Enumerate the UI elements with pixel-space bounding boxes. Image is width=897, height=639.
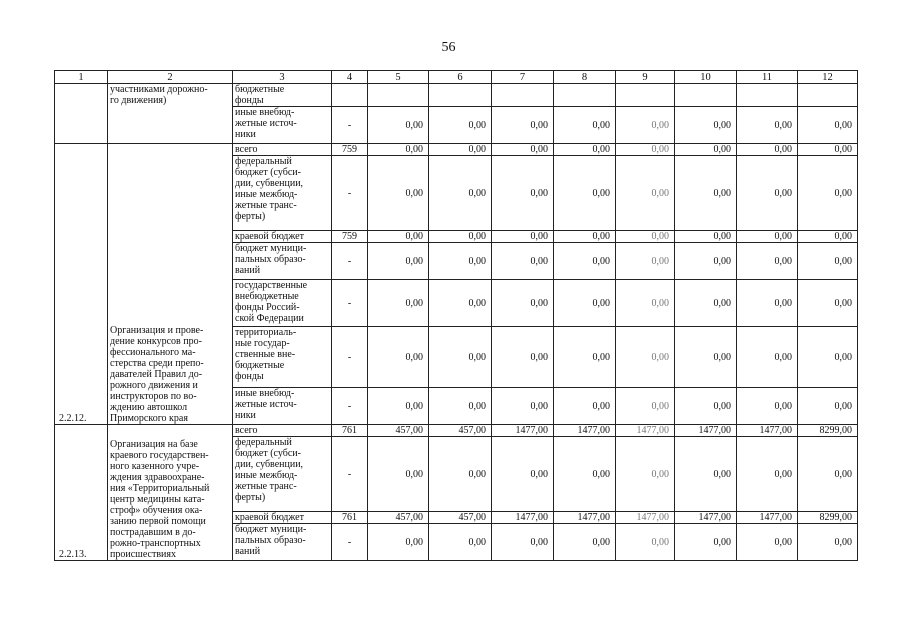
amount-cell: 0,00 xyxy=(798,107,858,144)
amount-cell: 0,00 xyxy=(798,243,858,280)
amount-cell: 1477,00 xyxy=(554,425,616,437)
amount-cell: 0,00 xyxy=(737,437,798,512)
grbs-code: - xyxy=(332,388,368,425)
grbs-code: 761 xyxy=(332,512,368,524)
amount-cell: 0,00 xyxy=(429,156,492,231)
grbs-code: - xyxy=(332,156,368,231)
grbs-code: - xyxy=(332,327,368,388)
funding-source: государственные внебюджетные фонды Россий- ской Федерации xyxy=(233,280,332,327)
amount-cell: 0,00 xyxy=(429,327,492,388)
amount-cell: 0,00 xyxy=(554,231,616,243)
column-header: 6 xyxy=(429,71,492,84)
amount-cell: 0,00 xyxy=(737,231,798,243)
grbs-code xyxy=(332,84,368,107)
amount-cell: 1477,00 xyxy=(492,512,554,524)
grbs-code: - xyxy=(332,280,368,327)
amount-cell: 0,00 xyxy=(616,231,675,243)
amount-cell: 0,00 xyxy=(492,437,554,512)
table-row xyxy=(55,84,858,107)
amount-cell: 0,00 xyxy=(798,388,858,425)
amount-cell: 0,00 xyxy=(368,107,429,144)
amount-cell: 0,00 xyxy=(368,144,429,156)
item-name: участниками дорожно- го движения) xyxy=(108,84,233,144)
amount-cell: 1477,00 xyxy=(737,512,798,524)
column-header: 8 xyxy=(554,71,616,84)
amount-cell: 0,00 xyxy=(616,524,675,561)
amount-cell: 0,00 xyxy=(492,144,554,156)
amount-cell: 1477,00 xyxy=(616,425,675,437)
amount-cell: 0,00 xyxy=(616,156,675,231)
amount-cell: 0,00 xyxy=(492,231,554,243)
column-header: 10 xyxy=(675,71,737,84)
amount-cell: 457,00 xyxy=(429,425,492,437)
amount-cell: 0,00 xyxy=(737,388,798,425)
amount-cell: 1477,00 xyxy=(675,512,737,524)
item-code: 2.2.12. xyxy=(55,144,108,425)
amount-cell xyxy=(554,84,616,107)
amount-cell: 1477,00 xyxy=(737,425,798,437)
amount-cell: 0,00 xyxy=(492,156,554,231)
header-row xyxy=(55,71,858,84)
amount-cell: 0,00 xyxy=(368,280,429,327)
amount-cell: 0,00 xyxy=(737,243,798,280)
amount-cell: 0,00 xyxy=(554,388,616,425)
item-code: 2.2.13. xyxy=(55,425,108,561)
amount-cell: 0,00 xyxy=(429,437,492,512)
amount-cell: 0,00 xyxy=(554,107,616,144)
amount-cell: 0,00 xyxy=(616,243,675,280)
amount-cell xyxy=(675,84,737,107)
grbs-code: - xyxy=(332,243,368,280)
item-code xyxy=(55,84,108,144)
amount-cell: 0,00 xyxy=(737,280,798,327)
amount-cell xyxy=(798,84,858,107)
amount-cell: 1477,00 xyxy=(616,512,675,524)
amount-cell: 0,00 xyxy=(554,524,616,561)
grbs-code: - xyxy=(332,524,368,561)
amount-cell: 0,00 xyxy=(368,231,429,243)
amount-cell: 0,00 xyxy=(554,156,616,231)
amount-cell xyxy=(737,84,798,107)
amount-cell: 1477,00 xyxy=(554,512,616,524)
amount-cell: 0,00 xyxy=(798,156,858,231)
amount-cell: 0,00 xyxy=(616,107,675,144)
funding-source: федеральный бюджет (субси- дии, субвенции, иные межбюд- жетные транс- ферты) xyxy=(233,437,332,512)
amount-cell: 0,00 xyxy=(675,524,737,561)
grbs-code: 759 xyxy=(332,144,368,156)
amount-cell: 0,00 xyxy=(737,327,798,388)
amount-cell: 0,00 xyxy=(492,327,554,388)
amount-cell: 0,00 xyxy=(737,156,798,231)
amount-cell: 8299,00 xyxy=(798,425,858,437)
amount-cell: 0,00 xyxy=(429,144,492,156)
amount-cell xyxy=(616,84,675,107)
funding-source: бюджетные фонды xyxy=(233,84,332,107)
funding-source: федеральный бюджет (субси- дии, субвенции, иные межбюд- жетные транс- ферты) xyxy=(233,156,332,231)
column-header: 3 xyxy=(233,71,332,84)
amount-cell: 0,00 xyxy=(429,280,492,327)
amount-cell: 0,00 xyxy=(616,437,675,512)
amount-cell: 0,00 xyxy=(616,327,675,388)
amount-cell xyxy=(429,84,492,107)
amount-cell: 0,00 xyxy=(675,388,737,425)
amount-cell: 0,00 xyxy=(429,107,492,144)
amount-cell: 457,00 xyxy=(429,512,492,524)
amount-cell: 0,00 xyxy=(429,524,492,561)
amount-cell: 0,00 xyxy=(492,107,554,144)
amount-cell: 0,00 xyxy=(675,144,737,156)
amount-cell: 0,00 xyxy=(798,280,858,327)
amount-cell: 0,00 xyxy=(737,107,798,144)
page-number: 56 xyxy=(441,40,456,55)
grbs-code: - xyxy=(332,437,368,512)
amount-cell: 8299,00 xyxy=(798,512,858,524)
amount-cell: 0,00 xyxy=(368,156,429,231)
funding-source: бюджет муници- пальных образо- ваний xyxy=(233,243,332,280)
funding-source: всего xyxy=(233,144,332,156)
funding-source: иные внебюд- жетные источ- ники xyxy=(233,388,332,425)
funding-source: краевой бюджет xyxy=(233,231,332,243)
amount-cell: 0,00 xyxy=(368,388,429,425)
amount-cell: 0,00 xyxy=(737,144,798,156)
amount-cell: 0,00 xyxy=(429,231,492,243)
amount-cell xyxy=(368,84,429,107)
amount-cell: 0,00 xyxy=(798,327,858,388)
amount-cell: 457,00 xyxy=(368,425,429,437)
amount-cell: 0,00 xyxy=(675,156,737,231)
amount-cell: 0,00 xyxy=(798,144,858,156)
funding-source: территориаль- ные государ- ственные вне- бюджетные фонды xyxy=(233,327,332,388)
funding-source: бюджет муници- пальных образо- ваний xyxy=(233,524,332,561)
amount-cell: 0,00 xyxy=(798,437,858,512)
amount-cell: 0,00 xyxy=(554,243,616,280)
amount-cell: 0,00 xyxy=(368,243,429,280)
column-header: 7 xyxy=(492,71,554,84)
amount-cell: 1477,00 xyxy=(675,425,737,437)
table-row xyxy=(55,425,858,437)
amount-cell: 0,00 xyxy=(675,327,737,388)
item-name: Организация на базе краевого государствен- ного казенного учре- ждения здравоохране- ния «Территориальный центр медицины ката- строф» обучения ока- занию первой помощи пострадавшим в до- рожно-транспортных происшествиях xyxy=(108,425,233,561)
amount-cell: 1477,00 xyxy=(492,425,554,437)
amount-cell: 0,00 xyxy=(675,243,737,280)
amount-cell: 0,00 xyxy=(554,280,616,327)
column-header: 1 xyxy=(55,71,108,84)
column-header: 4 xyxy=(332,71,368,84)
amount-cell: 0,00 xyxy=(554,144,616,156)
amount-cell: 0,00 xyxy=(492,388,554,425)
column-header: 12 xyxy=(798,71,858,84)
funding-source: иные внебюд- жетные источ- ники xyxy=(233,107,332,144)
grbs-code: 759 xyxy=(332,231,368,243)
amount-cell: 0,00 xyxy=(798,231,858,243)
amount-cell: 0,00 xyxy=(429,243,492,280)
amount-cell: 457,00 xyxy=(368,512,429,524)
amount-cell: 0,00 xyxy=(616,280,675,327)
grbs-code: - xyxy=(332,107,368,144)
amount-cell: 0,00 xyxy=(675,231,737,243)
amount-cell: 0,00 xyxy=(675,437,737,512)
column-header: 5 xyxy=(368,71,429,84)
amount-cell: 0,00 xyxy=(675,280,737,327)
amount-cell: 0,00 xyxy=(492,524,554,561)
amount-cell: 0,00 xyxy=(554,437,616,512)
amount-cell: 0,00 xyxy=(616,144,675,156)
amount-cell: 0,00 xyxy=(798,524,858,561)
amount-cell: 0,00 xyxy=(368,327,429,388)
amount-cell: 0,00 xyxy=(492,243,554,280)
budget-table xyxy=(54,70,858,561)
amount-cell: 0,00 xyxy=(616,388,675,425)
amount-cell: 0,00 xyxy=(675,107,737,144)
column-header: 11 xyxy=(737,71,798,84)
amount-cell xyxy=(492,84,554,107)
amount-cell: 0,00 xyxy=(368,524,429,561)
item-name: Организация и прове- дение конкурсов про- фессионального ма- стерства среди препо- давателей Правил до- рожного движения и инструкторов по во- ждению автошкол Приморского края xyxy=(108,144,233,425)
amount-cell: 0,00 xyxy=(492,280,554,327)
amount-cell: 0,00 xyxy=(554,327,616,388)
table-row xyxy=(55,144,858,156)
amount-cell: 0,00 xyxy=(429,388,492,425)
amount-cell: 0,00 xyxy=(737,524,798,561)
funding-source: всего xyxy=(233,425,332,437)
funding-source: краевой бюджет xyxy=(233,512,332,524)
amount-cell: 0,00 xyxy=(368,437,429,512)
column-header: 9 xyxy=(616,71,675,84)
column-header: 2 xyxy=(108,71,233,84)
grbs-code: 761 xyxy=(332,425,368,437)
